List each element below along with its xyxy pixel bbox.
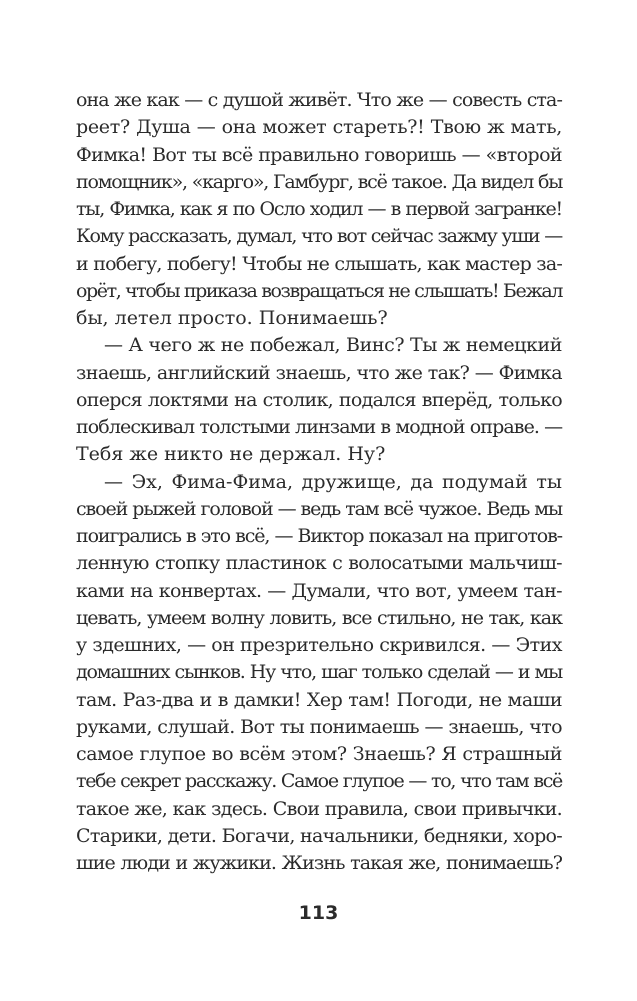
text-line: поигрались в это всё, — Виктор показал на приготов- (76, 525, 562, 547)
text-line: там. Раз-два и в дамки! Хер там! Погоди, не маши (76, 688, 562, 711)
text-line: такое же, как здесь. Свои правила, свои привычки. (76, 797, 562, 820)
text-line: ками на конвертах. — Думали, что вот, умеем тан- (76, 579, 562, 602)
text-line: оперся локтями на столик, подался вперёд, только (76, 388, 562, 411)
text-line: Тебя же никто не держал. Ну? (76, 443, 386, 466)
text-line: руками, слушай. Вот ты понимаешь — знаешь, что (76, 715, 562, 738)
page-number: 113 (298, 902, 339, 924)
text-line: она же как — с душой живёт. Что же — совесть ста- (76, 89, 562, 111)
text-line: — Эх, Фима-Фима, дружище, да подумай ты (104, 470, 562, 493)
text-line: помощник», «карго», Гамбург, всё такое. Да видел бы (76, 170, 563, 193)
text-line: домашних сынков. Ну что, шаг только сделай — и мы (76, 661, 562, 684)
text-line: реет? Душа — она может стареть?! Твою ж мать, (76, 116, 562, 139)
text-line: Фимка! Вот ты всё правильно говоришь — «второй (76, 143, 562, 166)
text-line: цевать, умеем волну ловить, все стильно, не так, как (76, 606, 562, 629)
text-line: поблескивал толстыми линзами в модной оправе. — (76, 416, 563, 438)
text-line: ты, Фимка, как я по Осло ходил — в первой загранке! (76, 198, 562, 220)
text-line: знаешь, английский знаешь, что же так? — Фимка (76, 361, 562, 384)
body-text (76, 87, 562, 877)
text-line: Кому рассказать, думал, что вот сейчас зажму уши — (76, 225, 562, 248)
text-line: Старики, дети. Богачи, начальники, бедняки, хоро- (76, 824, 562, 847)
text-line: орёт, чтобы приказа возвращаться не слышать! Бежал (76, 279, 562, 302)
text-line: ленную стопку пластинок с волосатыми мальчиш- (76, 552, 562, 575)
text-line: бы, летел просто. Понимаешь? (76, 307, 388, 329)
text-line: своей рыжей головой — ведь там всё чужое. Ведь мы (76, 497, 562, 520)
text-line: — А чего ж не побежал, Винс? Ты ж немецкий (104, 334, 562, 357)
text-line: шие люди и жужики. Жизнь такая же, понимаешь? (76, 852, 562, 874)
text-line: самое глупое во всём этом? Знаешь? Я страшный (76, 743, 562, 765)
text-line: тебе секрет расскажу. Самое глупое — то, что там всё (76, 770, 562, 793)
text-line: у здешних, — он презрительно скривился. — Этих (76, 634, 562, 656)
text-line: и побегу, побегу! Чтобы не слышать, как мастер за- (76, 252, 562, 275)
